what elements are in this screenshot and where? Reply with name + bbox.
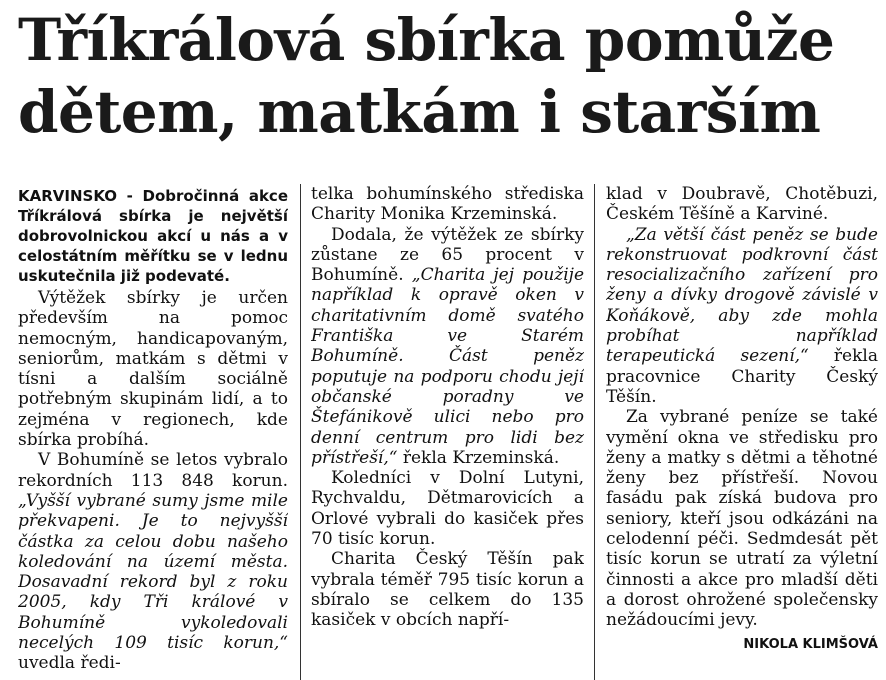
quote: „Charita jej použije například k opravě oken v charitativním domě svatého Františka ve Starém Bohumíně. Část peněz poputuje na podporu chodu její občanské poradny ve Štefánikově ulici nebo pro denní centrum pro lidi bez přístřeší,“ xyxy=(311,265,584,468)
quote: „Za větší část peněz se bude rekonstruovat podkrovní část resocializačního zařízení pro ženy a dívky drogově závislé v Koňákově, aby zde mohla probíhat například terapeutická sezení,“ xyxy=(606,224,878,367)
paragraph: Za vybrané peníze se také vymění okna ve středisku pro ženy a matky s dětmi a těhotné ženy bez přístřeší. Novou fasádu pak získá budova pro seniory, kteří jsou odkázáni na celodenní péči. Sedmdesát pět tisíc korun se utratí za výletní činnosti a akce pro mladší děti a dorost ohrožené společensky nežádoucími jevy. xyxy=(606,407,878,631)
headline-line-2: dětem, matkám i starším xyxy=(18,78,821,146)
article-column-2 xyxy=(311,184,584,676)
paragraph xyxy=(606,225,878,408)
article-column-3 xyxy=(606,184,878,676)
paragraph: klad v Doubravě, Chotěbuzi, Českém Těšíně a Karviné. xyxy=(606,184,878,225)
article-lead: KARVINSKO - Dobročinná akce Tříkrálová sbírka je největší dobrovolnickou akcí u nás a v celostátním měřítku se v lednu uskutečnila již podevaté. xyxy=(18,187,288,285)
paragraph: telka bohumínského střediska Charity Monika Krzeminská. xyxy=(311,184,584,225)
byline: NIKOLA KLIMŠOVÁ xyxy=(743,636,878,652)
paragraph-text: uvedla ředi- xyxy=(18,653,121,674)
paragraph xyxy=(18,450,288,673)
paragraph: Koledníci v Dolní Lutyni, Rychvaldu, Dětmarovicích a Orlové vybrali do kasiček přes 70 tisíc korun. xyxy=(311,468,584,550)
paragraph: Charita Český Těšín pak vybrala téměř 795 tisíc korun a sbíralo se celkem do 135 kasiček v obcích napří- xyxy=(311,549,584,631)
paragraph xyxy=(311,225,584,469)
paragraph: Výtěžek sbírky je určen především na pomoc nemocným, handicapovaným, seniorům, matkám s dětmi v tísni a dalším sociálně potřebným skupinám lidí, a to zejména v regionech, kde sbírka probíhá. xyxy=(18,288,288,451)
paragraph-text: řekla Krzeminská. xyxy=(397,447,560,468)
column-divider xyxy=(594,184,595,680)
column-divider xyxy=(300,184,301,680)
paragraph-text: V Bohumíně se letos vybralo rekordních 113 848 korun. xyxy=(18,450,288,491)
headline xyxy=(18,4,878,148)
paragraph-text: řekla pracovnice Charity Český Těšín. xyxy=(606,346,878,407)
paragraph-text: Dodala, že výtěžek ze sbírky zůstane ze 65 procent v Bohumíně. xyxy=(311,224,584,286)
article-column-1 xyxy=(18,186,288,678)
headline-line-1: Tříkrálová sbírka pomůže xyxy=(18,6,835,74)
quote: „Vyšší vybrané sumy jsme mile překvapeni. Je to nejvyšší částka za celou dobu našeho koledování na území města. Dosavadní rekord byl z roku 2005, kdy Tři králové v Bohumíně vykoledovali necelých 109 tisíc korun,“ xyxy=(18,490,288,654)
